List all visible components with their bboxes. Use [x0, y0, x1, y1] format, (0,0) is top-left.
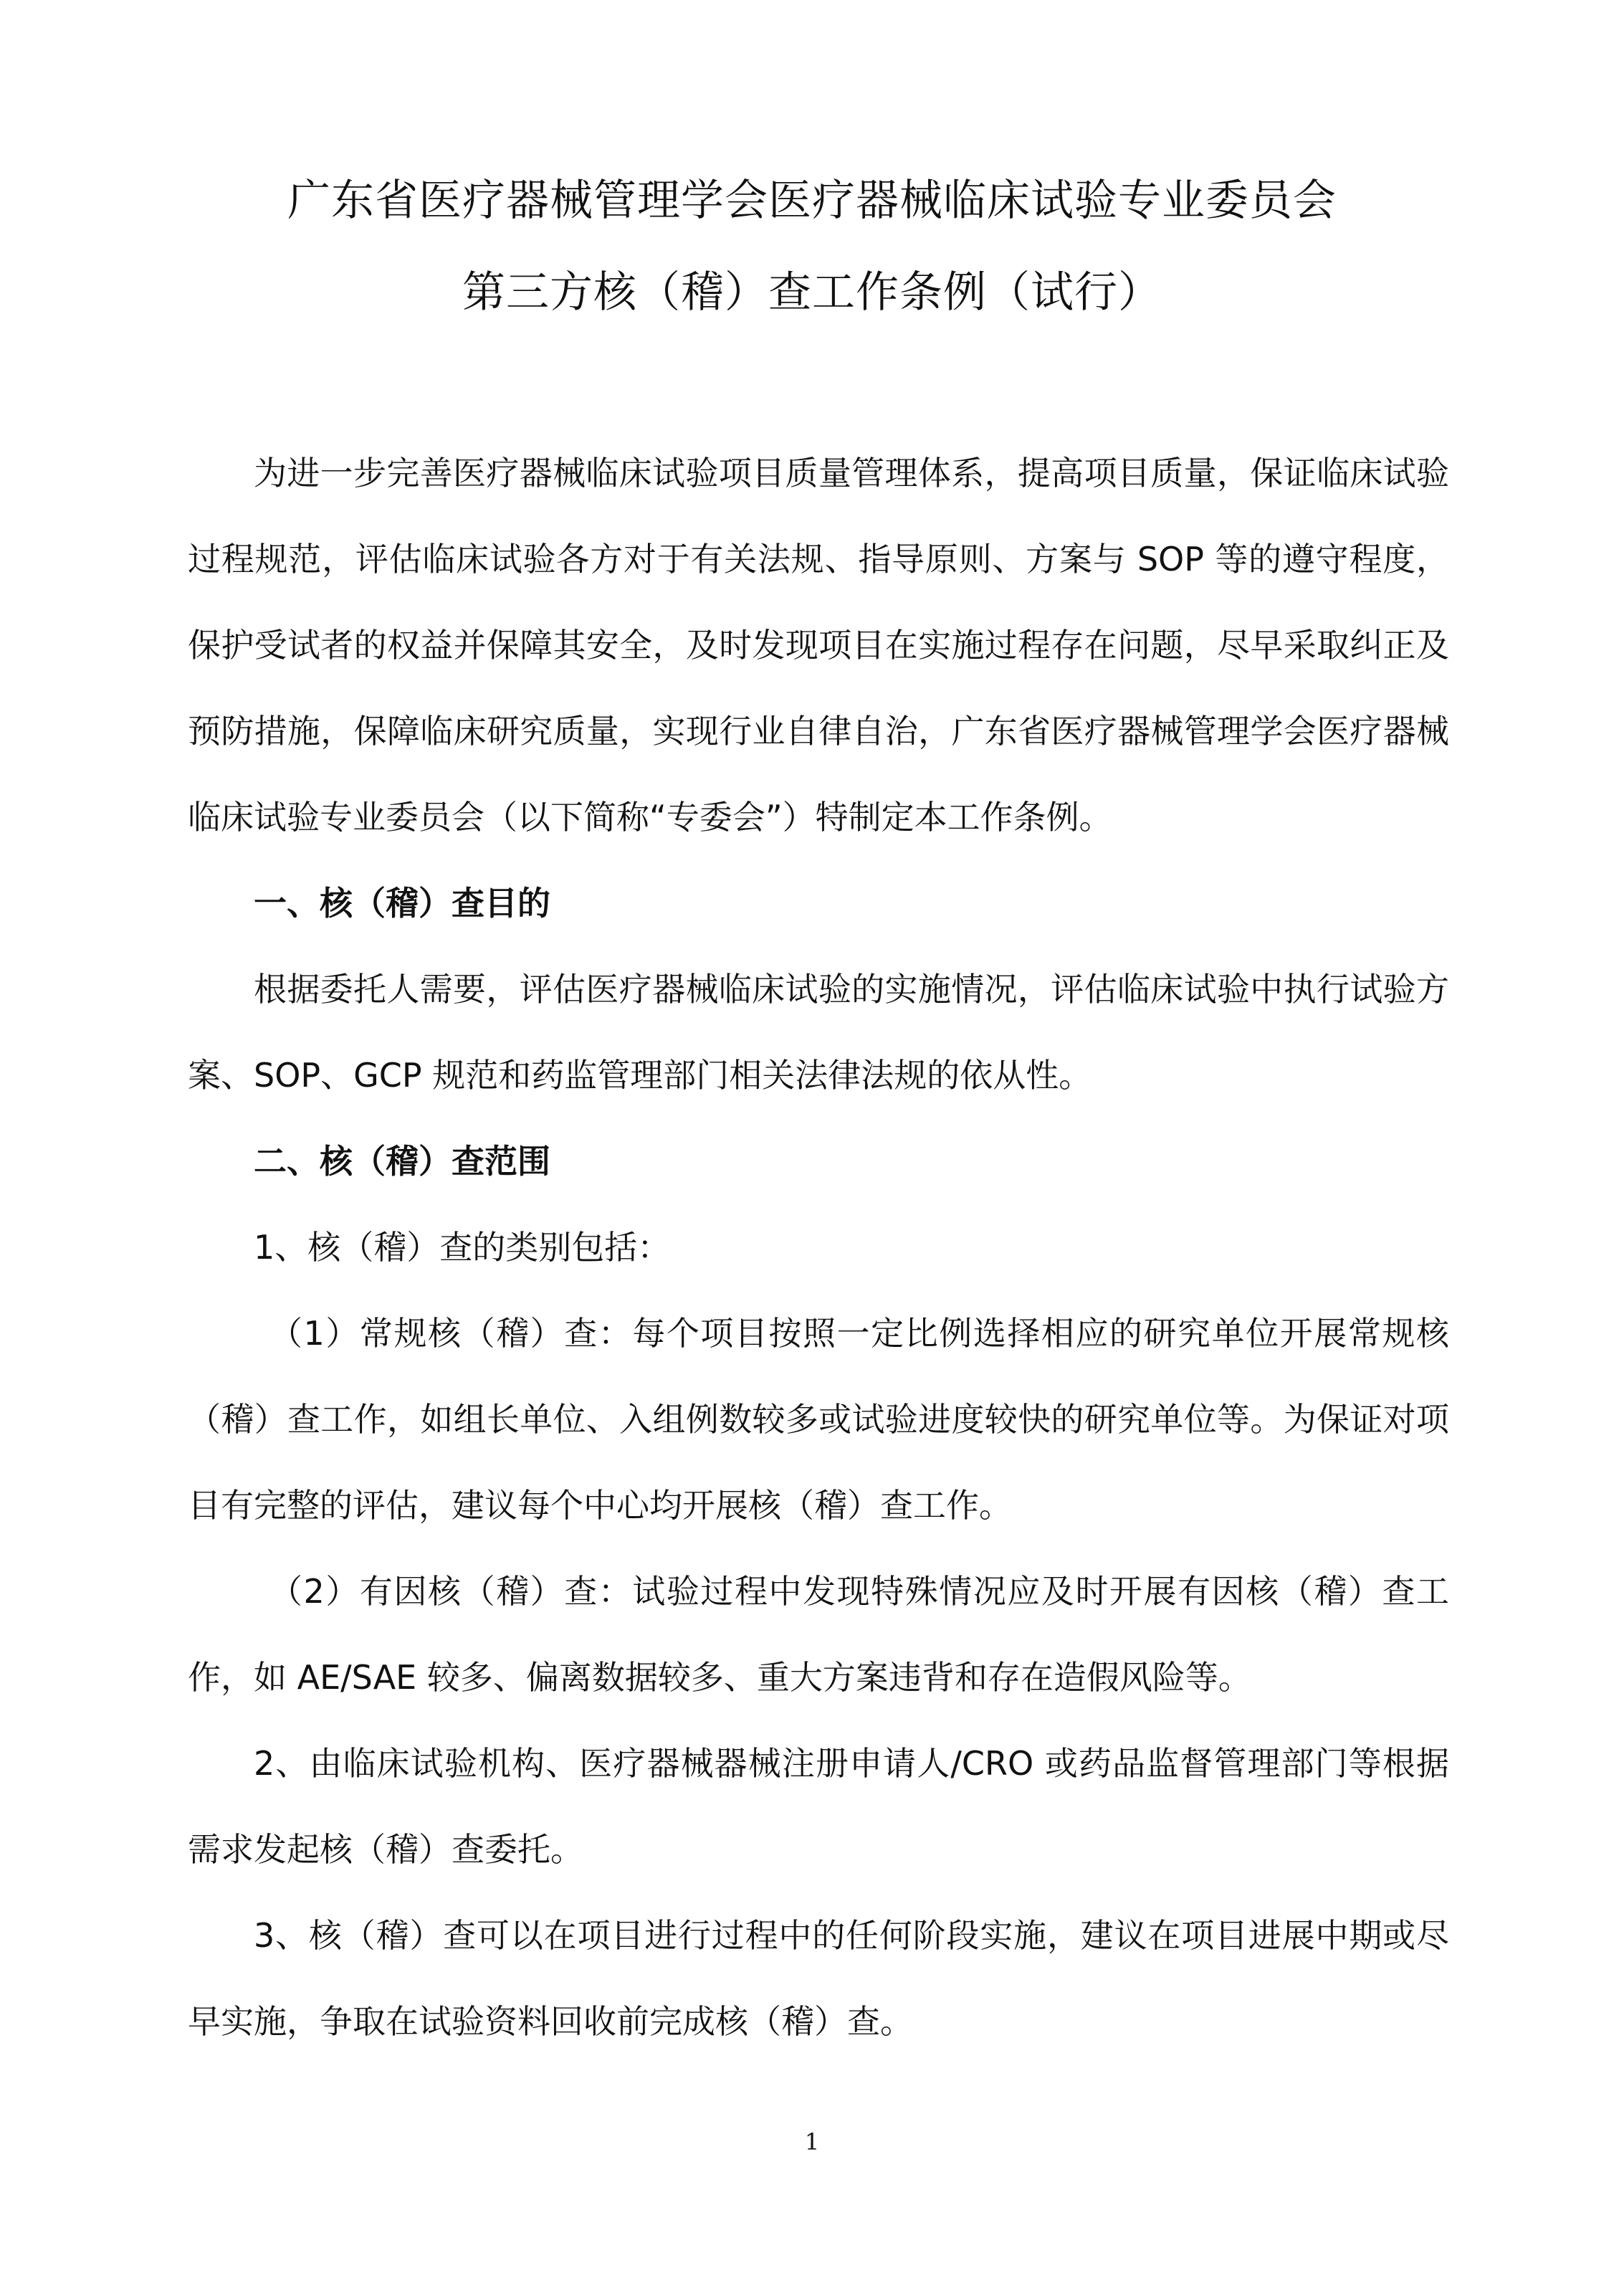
section1-paragraph: 根据委托人需要，评估医疗器械临床试验的实施情况，评估临床试验中执行试验方案、SOP、GCP 规范和药监管理部门相关法律法规的依从性。	[188, 970, 1449, 1095]
title-line-1: 广东省医疗器械管理学会医疗器械临床试验专业委员会	[287, 176, 1337, 226]
page-number: 1	[804, 2128, 820, 2156]
item1-paragraph: 1、核（稽）查的类别包括：	[254, 1228, 671, 1267]
intro-paragraph: 为进一步完善医疗器械临床试验项目质量管理体系，提高项目质量，保证临床试验过程规范，评估临床试验各方对于有关法规、指导原则、方案与 SOP 等的遵守程度，保护受试者的权益并保障其安全，及时发现项目在实施过程存在问题，尽早采取纠正及预防措施，保障临床研究质量，实现行业自律自治，广东省医疗器械管理学会医疗器械临床试验专业委员会（以下简称“专委会”）特制定本工作条例。	[188, 454, 1449, 837]
item3-paragraph: 3、核（稽）查可以在项目进行过程中的任何阶段实施，建议在项目进展中期或尽早实施，争取在试验资料回收前完成核（稽）查。	[188, 1916, 1449, 2041]
item2-paragraph: 2、由临床试验机构、医疗器械器械注册申请人/CRO 或药品监督管理部门等根据需求发起核（稽）查委托。	[188, 1744, 1449, 1869]
item1-sub2-paragraph: （2）有因核（稽）查：试验过程中发现特殊情况应及时开展有因核（稽）查工作，如 AE/SAE 较多、偏离数据较多、重大方案违背和存在造假风险等。	[188, 1572, 1449, 1697]
section2-heading: 二、核（稽）查范围	[254, 1142, 550, 1181]
section1-heading: 一、核（稽）查目的	[254, 884, 550, 923]
item1-sub1-paragraph: （1）常规核（稽）查：每个项目按照一定比例选择相应的研究单位开展常规核（稽）查工作，如组长单位、入组例数较多或试验进度较快的研究单位等。为保证对项目有完整的评估，建议每个中心均开展核（稽）查工作。	[188, 1314, 1449, 1525]
title-line-2: 第三方核（稽）查工作条例（试行）	[462, 267, 1162, 318]
